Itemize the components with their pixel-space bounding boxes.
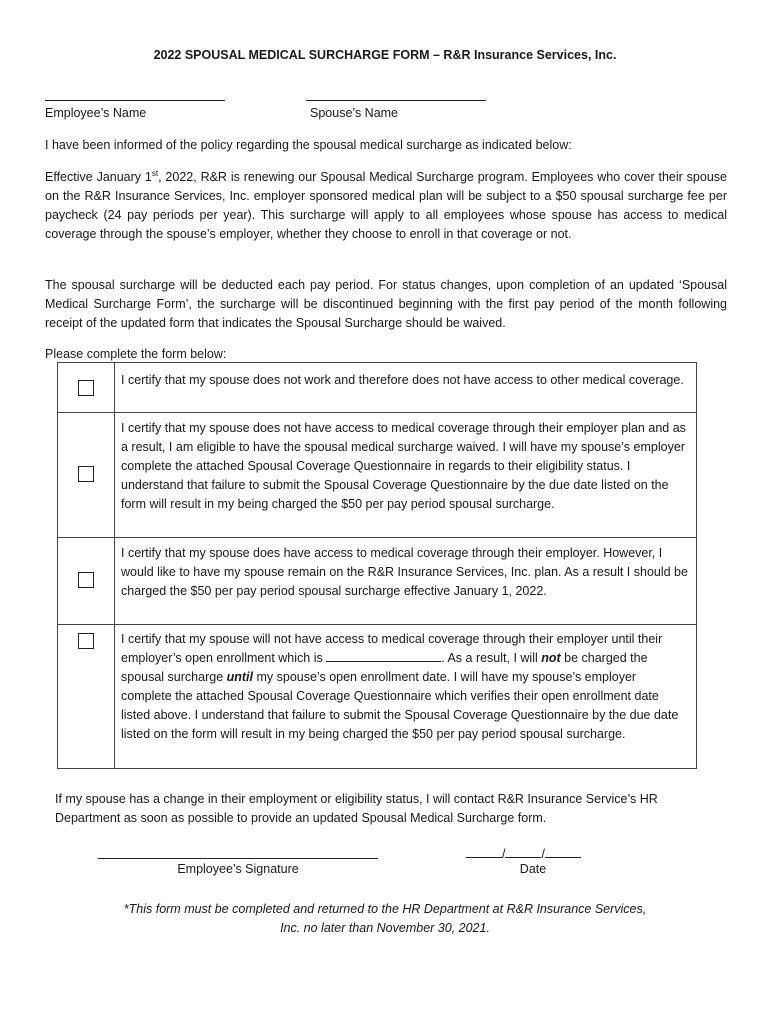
date-year-field[interactable] bbox=[545, 844, 581, 858]
option-4-not: not bbox=[541, 651, 561, 665]
employee-name-field[interactable] bbox=[45, 100, 225, 101]
option-row-1 bbox=[58, 363, 697, 413]
option-4-text bbox=[115, 625, 697, 769]
date-month-field[interactable] bbox=[466, 844, 502, 858]
option-4-text-b: . As a result, I will bbox=[441, 651, 542, 665]
employee-name-label: Employee’s Name bbox=[45, 106, 147, 120]
option-1-checkbox[interactable] bbox=[78, 380, 94, 396]
deduction-paragraph: The spousal surcharge will be deducted each pay period. For status changes, upon completion of an updated ‘Spousal Medical Surcharge Form’, the surcharge will be discontinued beginning with the first pay period of the month following receipt of the updated form that indicates the Spousal Surcharge should be waived. bbox=[45, 278, 727, 330]
date-day-field[interactable] bbox=[505, 844, 541, 858]
option-4-checkbox[interactable] bbox=[78, 633, 94, 649]
option-row-3 bbox=[58, 538, 697, 625]
option-4-text-d: my spouse’s open enrollment date. I will have my spouse’s employer complete the attached Spousal Coverage Questionnaire which verifies their open enrollment date listed above. I understand that failure to submit the Spousal Coverage Questionnaire by the due date listed on the form will result in my being charged the $50 per pay period spousal surcharge. bbox=[121, 670, 679, 741]
policy-effective-sup: st bbox=[151, 168, 159, 178]
option-2-checkbox[interactable] bbox=[78, 466, 94, 482]
date-field[interactable]: / / bbox=[466, 844, 581, 861]
option-3-checkbox[interactable] bbox=[78, 572, 94, 588]
spouse-name-field[interactable] bbox=[306, 100, 486, 101]
spouse-name-label: Spouse’s Name bbox=[310, 106, 399, 120]
footnote bbox=[0, 900, 770, 938]
option-row-4 bbox=[58, 625, 697, 769]
employee-signature-field[interactable] bbox=[98, 858, 378, 859]
policy-effective-prefix: Effective January 1 bbox=[45, 170, 152, 184]
option-4-text-c: be charged the spousal surcharge bbox=[121, 651, 648, 684]
date-label: Date bbox=[519, 862, 547, 876]
options-table bbox=[57, 362, 697, 769]
option-row-2 bbox=[58, 413, 697, 538]
option-4-text-a: I certify that my spouse will not have access to medical coverage through their employer until their employer’s open enrollment which is bbox=[121, 632, 663, 665]
policy-effective-rest: , 2022, R&R is renewing our Spousal Medical Surcharge program. Employees who cover their spouse on the R&R Insurance Services, Inc. employer sponsored medical plan will be subject to a $50 spousal surcharge fee per paycheck (24 pay periods per year). This surcharge will apply to all employees whose spouse has access to medical coverage through the spouse’s employer, whether they choose to enroll in that coverage or not. bbox=[45, 170, 727, 241]
option-3-text: I certify that my spouse does have access to medical coverage through their employer. However, I would like to have my spouse remain on the R&R Insurance Services, Inc. plan. As a result I should be charged the $50 per pay period spousal surcharge effective January 1, 2022. bbox=[115, 538, 697, 625]
option-2-checkbox-cell bbox=[58, 413, 115, 538]
employee-signature-label: Employee’s Signature bbox=[177, 862, 299, 876]
form-prompt: Please complete the form below: bbox=[45, 347, 227, 361]
intro-text: I have been informed of the policy regarding the spousal medical surcharge as indicated below: bbox=[45, 138, 572, 152]
policy-paragraph bbox=[45, 168, 727, 244]
form-title: 2022 SPOUSAL MEDICAL SURCHARGE FORM – R&R Insurance Services, Inc. bbox=[153, 48, 617, 62]
option-4-checkbox-cell bbox=[58, 625, 115, 769]
option-1-checkbox-cell bbox=[58, 363, 115, 413]
option-1-text: I certify that my spouse does not work and therefore does not have access to other medical coverage. bbox=[115, 363, 697, 413]
footnote-line-2: Inc. no later than November 30, 2021. bbox=[280, 921, 490, 935]
option-3-checkbox-cell bbox=[58, 538, 115, 625]
footnote-line-1: *This form must be completed and returned to the HR Department at R&R Insurance Services, bbox=[123, 902, 647, 916]
option-2-text: I certify that my spouse does not have access to medical coverage through their employer plan and as a result, I am eligible to have the spousal medical surcharge waived. I will have my spouse’s employer complete the attached Spousal Coverage Questionnaire in regards to their eligibility status. I understand that failure to submit the Spousal Coverage Questionnaire by the due date listed on the form will result in my being charged the $50 per pay period spousal surcharge. bbox=[115, 413, 697, 538]
option-4-until: until bbox=[226, 670, 254, 684]
open-enrollment-date-field[interactable] bbox=[326, 649, 441, 662]
change-notice: If my spouse has a change in their employment or eligibility status, I will contact R&R Insurance Service’s HR Department as soon as possible to provide an updated Spousal Medical Surcharge form. bbox=[55, 792, 658, 825]
